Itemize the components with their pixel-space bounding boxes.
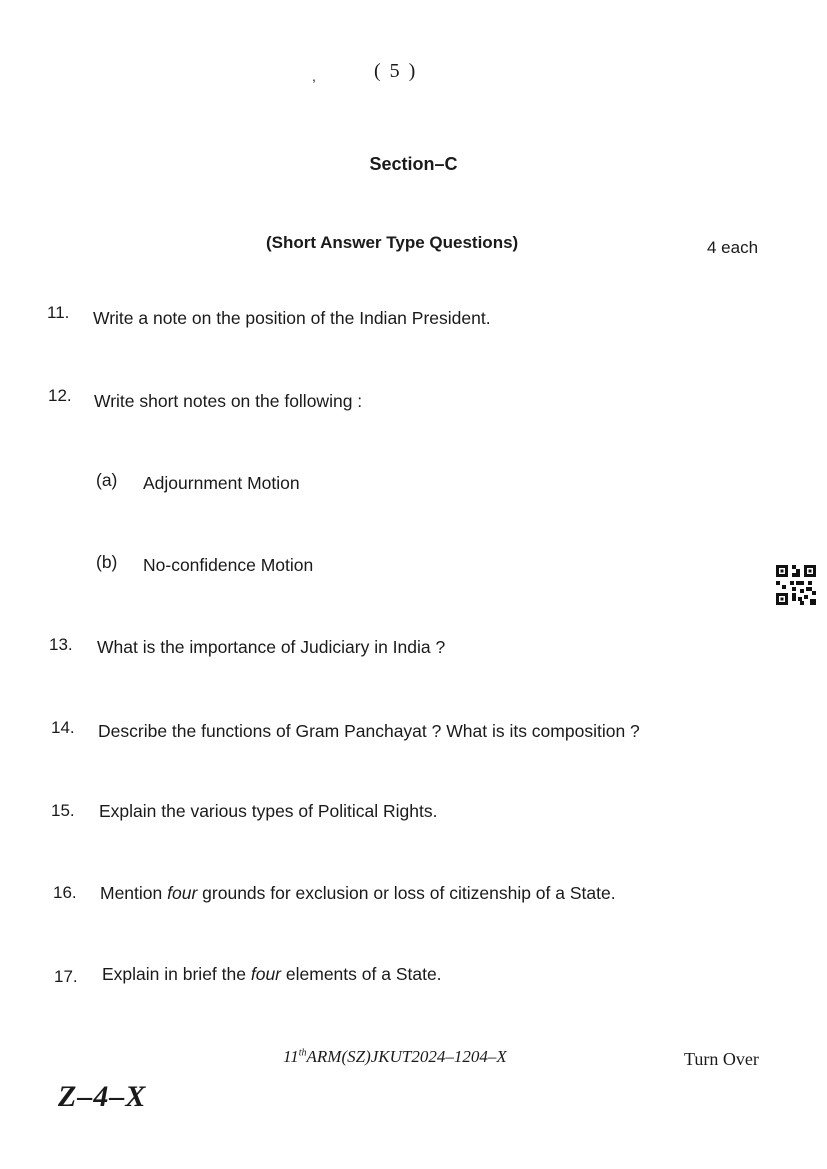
question-number: 11. bbox=[47, 303, 70, 322]
question-number: 15. bbox=[51, 801, 75, 820]
section-title: Section–C bbox=[369, 154, 458, 174]
set-code: Z–4–X bbox=[58, 1080, 147, 1113]
stray-mark: , bbox=[312, 68, 316, 84]
paper-code-superscript: th bbox=[298, 1047, 307, 1059]
subpart-label: (a) bbox=[96, 470, 118, 490]
question-text: Describe the functions of Gram Panchayat ? What is its composition ? bbox=[98, 721, 640, 741]
question-number: 12. bbox=[48, 386, 72, 405]
turn-over-label: Turn Over bbox=[684, 1049, 759, 1069]
question-number: 16. bbox=[53, 883, 77, 902]
page-number: ( 5 ) bbox=[374, 60, 418, 82]
emphasis-word: four bbox=[167, 883, 198, 903]
paper-code-prefix: 11 bbox=[283, 1047, 299, 1066]
question-number: 17. bbox=[54, 967, 78, 986]
question-text bbox=[100, 883, 616, 904]
subpart-text: Adjournment Motion bbox=[143, 473, 300, 493]
subpart-label: (b) bbox=[96, 552, 118, 572]
qr-code-icon bbox=[776, 565, 816, 605]
question-text-start: Mention bbox=[100, 883, 163, 903]
question-number: 14. bbox=[51, 718, 75, 737]
question-text: What is the importance of Judiciary in India ? bbox=[97, 637, 446, 657]
marks-label: 4 each bbox=[707, 238, 759, 257]
question-text: Write short notes on the following : bbox=[94, 391, 363, 411]
section-subheading: (Short Answer Type Questions) bbox=[266, 233, 519, 252]
question-text-start: Explain in brief the bbox=[102, 964, 246, 984]
paper-code bbox=[283, 1047, 507, 1067]
subpart-text: No-confidence Motion bbox=[143, 555, 314, 575]
question-text-end: elements of a State. bbox=[285, 964, 442, 984]
paper-code-rest: ARM(SZ)JKUT2024–1204–X bbox=[306, 1047, 507, 1066]
question-text: Explain the various types of Political Rights. bbox=[99, 801, 438, 821]
question-number: 13. bbox=[49, 635, 73, 654]
question-text bbox=[102, 964, 442, 985]
emphasis-word: four bbox=[250, 964, 282, 984]
question-text: Write a note on the position of the Indian President. bbox=[93, 308, 491, 328]
question-text-end: grounds for exclusion or loss of citizenship of a State. bbox=[202, 883, 616, 903]
